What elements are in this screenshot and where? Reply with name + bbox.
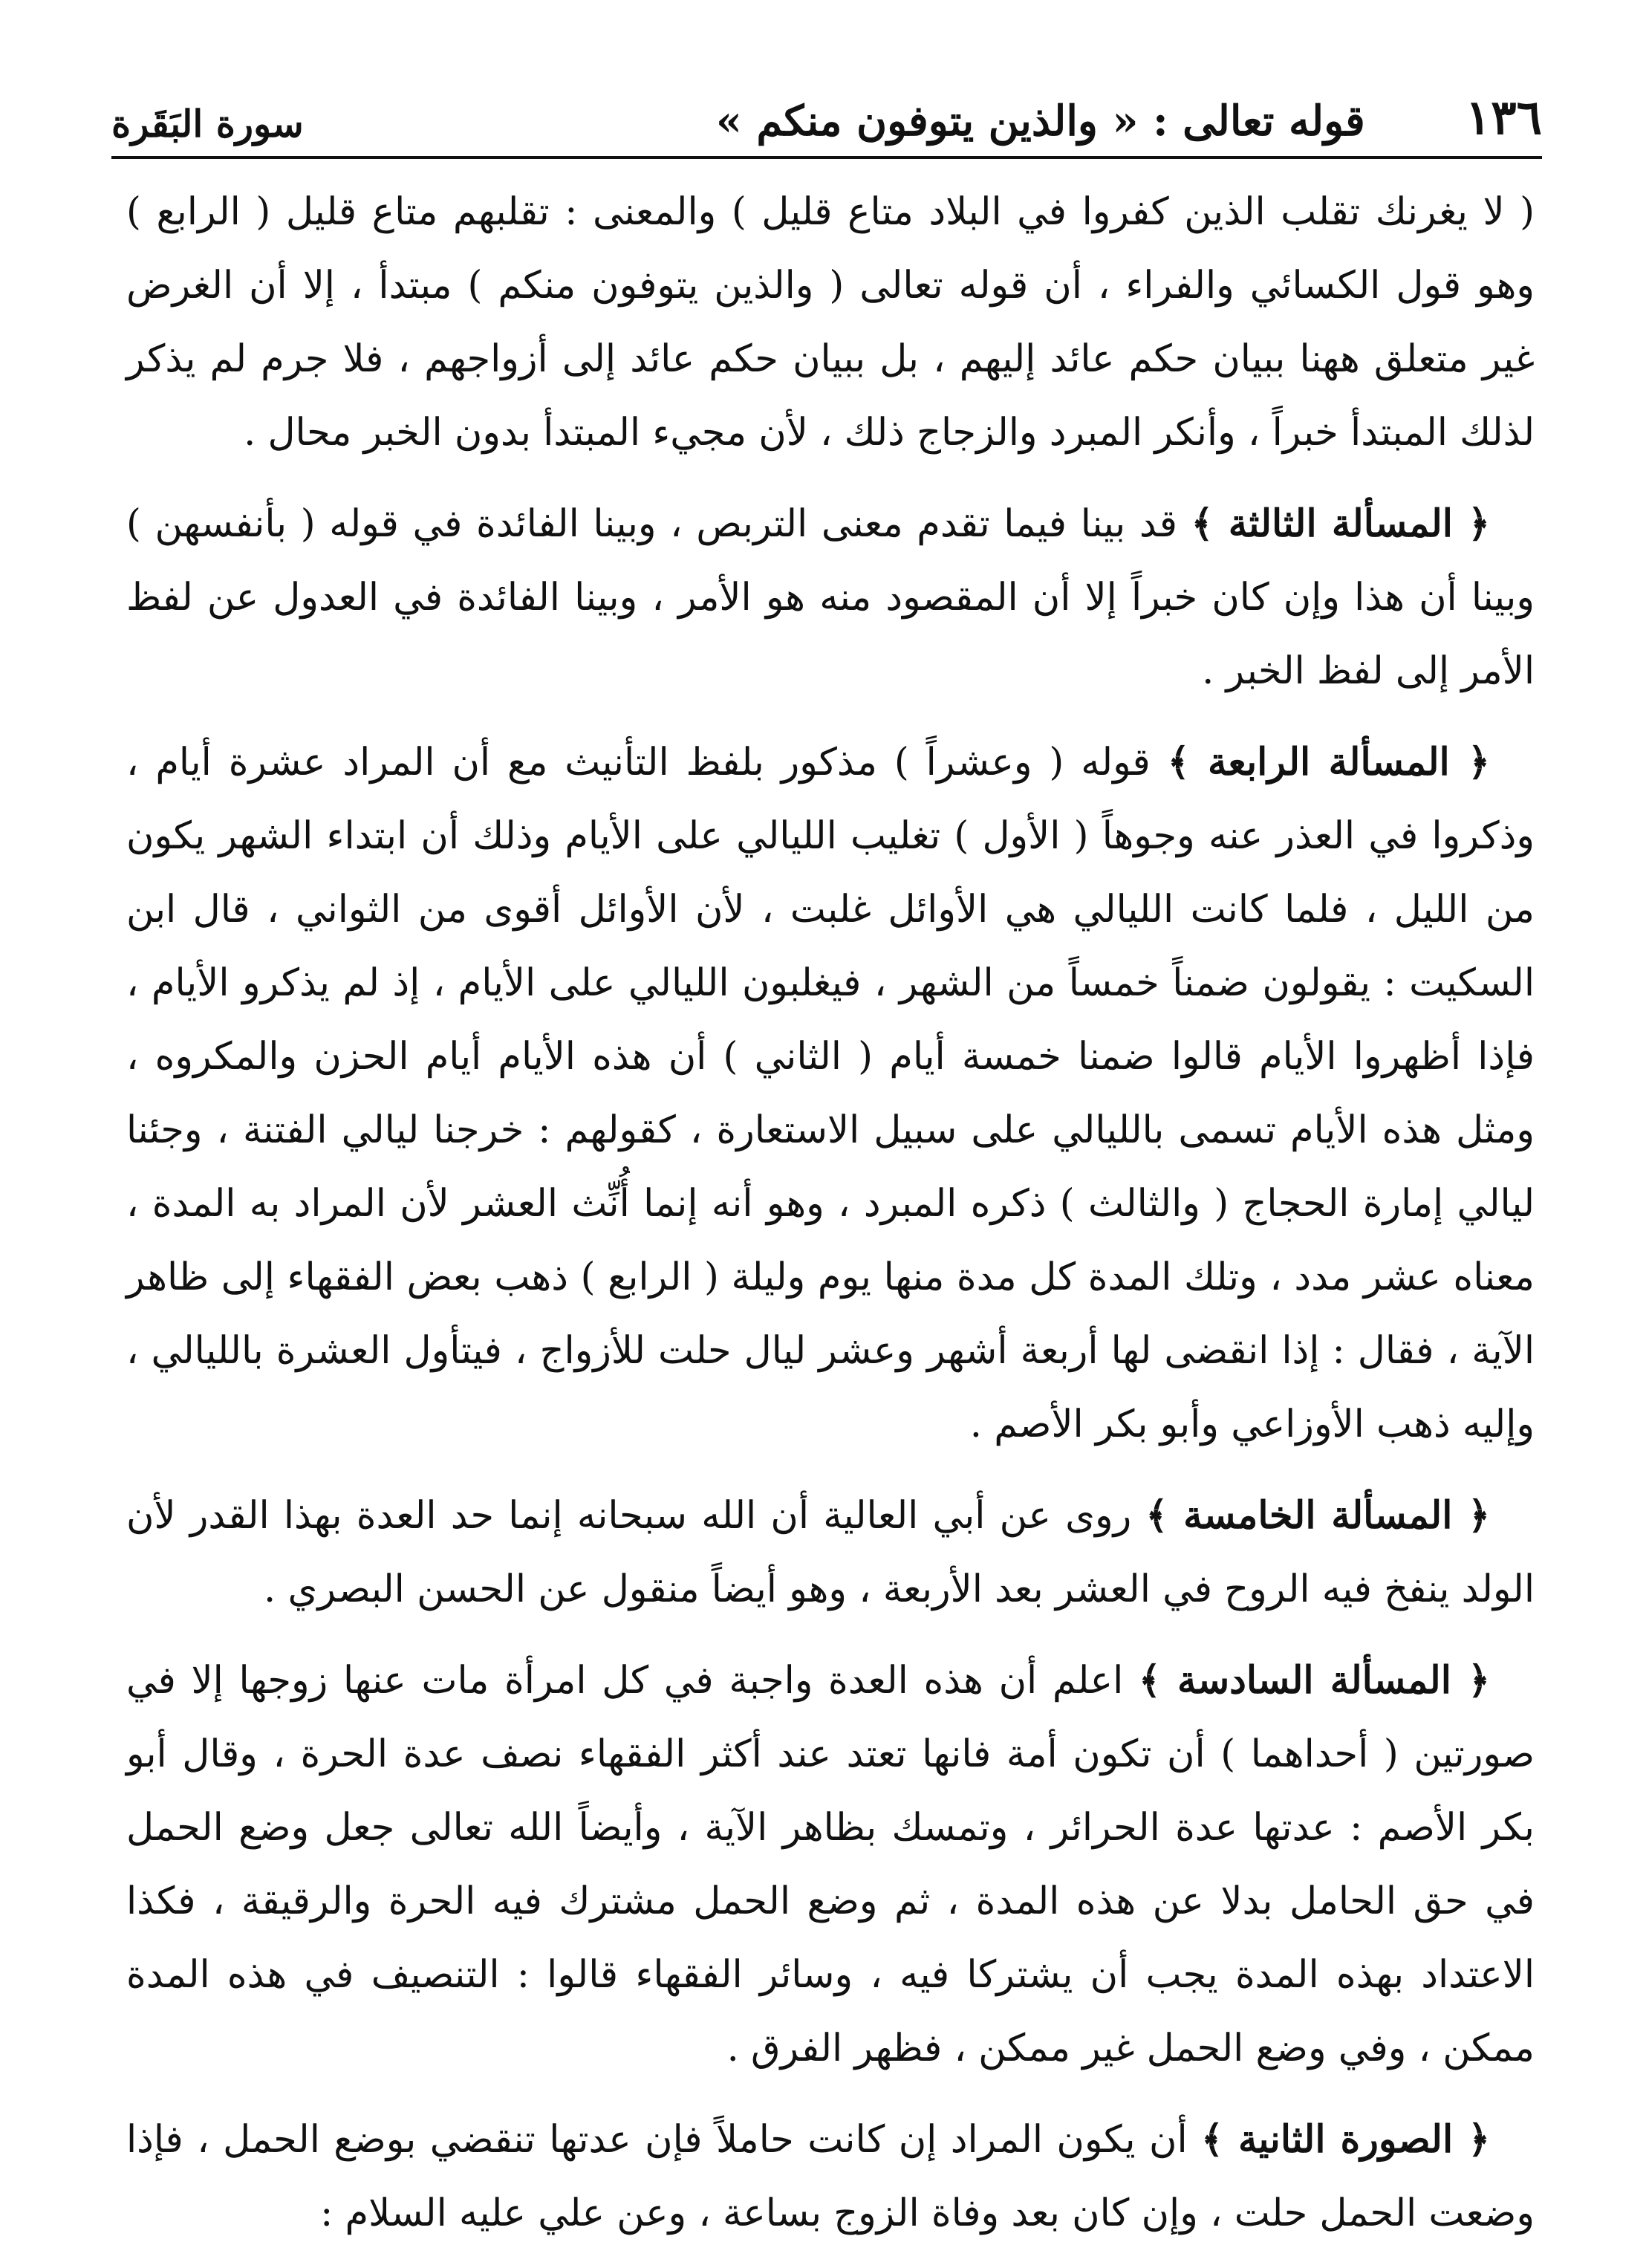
paragraph-text: روى عن أبي العالية أن الله سبحانه إنما حد العدة بهذا القدر لأن الولد ينفخ فيه الروح في العشر بعد الأربعة ، وهو أيضاً منقول عن الحسن البصري .	[126, 1494, 1535, 1611]
paragraph-text: قد بينا فيما تقدم معنى التربص ، وبينا الفائدة في قوله ( بأنفسهن ) وبينا أن هذا وإن كان خبراً إلا أن المقصود منه هو الأمر ، وبينا الفائدة في العدول عن لفظ الأمر إلى لفظ الخبر .	[126, 502, 1535, 693]
section-heading-6: ﴿ المسألة السادسة ﴾	[1138, 1658, 1490, 1703]
section-heading-3: ﴿ المسألة الثالثة ﴾	[1191, 501, 1490, 546]
running-header	[111, 88, 1542, 159]
page-number: ١٣٦	[1465, 90, 1542, 146]
paragraph-4	[126, 1479, 1535, 1626]
section-heading-5: ﴿ المسألة الخامسة ﴾	[1145, 1493, 1491, 1538]
paragraph-3	[126, 726, 1535, 1461]
paragraph-text: قوله ( وعشراً ) مذكور بلفظ التأنيث مع أن المراد عشرة أيام ، وذكروا في العذر عنه وجوهاً ( الأول ) تغليب الليالي على الأيام وذلك أن ابتداء الشهر يكون من الليل ، فلما كانت الليالي هي الأوائل غلبت ، لأن الأوائل أقوى من الثواني ، قال ابن السكيت : يقولون ضمناً خمساً من الشهر ، فيغلبون الليالي على الأيام ، إذ لم يذكرو الأيام ، فإذا أظهروا الأيام قالوا ضمنا خمسة أيام ( الثاني ) أن هذه الأيام أيام الحزن والمكروه ، ومثل هذه الأيام تسمى بالليالي على سبيل الاستعارة ، كقولهم : خرجنا ليالي الفتنة ، وجئنا ليالي إمارة الحجاج ( والثالث ) ذكره المبرد ، وهو أنه إنما أُنِّث العشر لأن المراد به المدة ، معناه عشر مدد ، وتلك المدة كل مدة منها يوم وليلة ( الرابع ) ذهب بعض الفقهاء إلى ظاهر الآية ، فقال : إذا انقضى لها أربعة أشهر وعشر ليال حلت للأزواج ، فيتأول العشرة بالليالي ، وإليه ذهب الأوزاعي وأبو بكر الأصم .	[126, 741, 1535, 1446]
page-body	[126, 175, 1535, 2268]
paragraph-text: أن يكون المراد إن كانت حاملاً فإن عدتها تنقضي بوضع الحمل ، فإذا وضعت الحمل حلت ، وإن كان بعد وفاة الزوج بساعة ، وعن علي عليه السلام :	[126, 2118, 1535, 2235]
section-heading-4: ﴿ المسألة الرابعة ﴾	[1167, 740, 1490, 784]
header-surah: سورة البَقَرة	[111, 102, 304, 146]
paragraph-1	[126, 175, 1535, 469]
section-heading-case-2: ﴿ الصورة الثانية ﴾	[1201, 2117, 1490, 2162]
paragraph-text: ( لا يغرنك تقلب الذين كفروا في البلاد متاع قليل ) والمعنى : تقلبهم متاع قليل ( الرابع ) وهو قول الكسائي والفراء ، أن قوله تعالى ( والذين يتوفون منكم ) مبتدأ ، إلا أن الغرض غير متعلق ههنا ببيان حكم عائد إليهم ، بل ببيان حكم عائد إلى أزواجهم ، فلا جرم لم يذكر لذلك المبتدأ خبراً ، وأنكر المبرد والزجاج ذلك ، لأن مجيء المبتدأ بدون الخبر محال .	[126, 190, 1535, 455]
header-title: قوله تعالى : « والذين يتوفون منكم »	[715, 97, 1365, 146]
paragraph-2	[126, 487, 1535, 708]
paragraph-5	[126, 1644, 1535, 2085]
paragraph-text: اعلم أن هذه العدة واجبة في كل امرأة مات عنها زوجها إلا في صورتين ( أحداهما ) أن تكون أمة فانها تعتد عند أكثر الفقهاء نصف عدة الحرة ، وقال أبو بكر الأصم : عدتها عدة الحرائر ، وتمسك بظاهر الآية ، وأيضاً الله تعالى جعل وضع الحمل في حق الحامل بدلا عن هذه المدة ، ثم وضع الحمل مشترك فيه الحرة والرقيقة ، فكذا الاعتداد بهذه المدة يجب أن يشتركا فيه ، وسائر الفقهاء قالوا : التنصيف في هذه المدة ممكن ، وفي وضع الحمل غير ممكن ، فظهر الفرق .	[126, 1659, 1535, 2070]
paragraph-6	[126, 2103, 1535, 2250]
